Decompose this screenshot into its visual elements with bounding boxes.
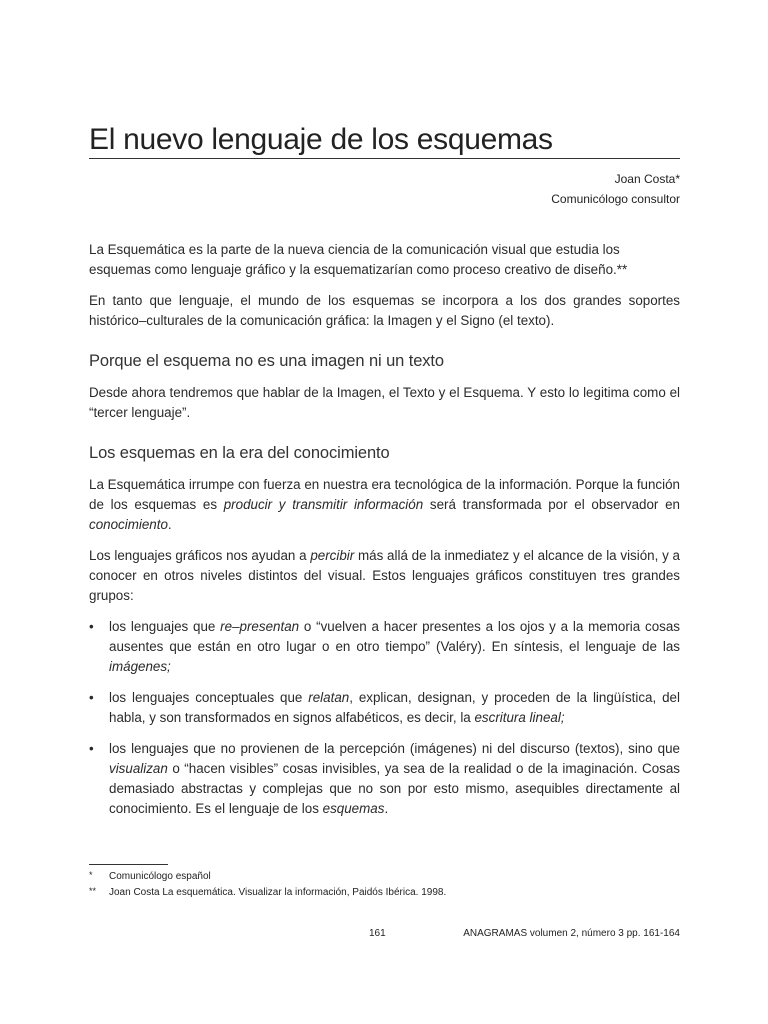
body-paragraph: Desde ahora tendremos que hablar de la Imagen, el Texto y el Esquema. Y esto lo legitima como el “tercer lenguaje”. [89,385,680,420]
body-paragraph: Los lenguajes gráficos nos ayudan a percibir más allá de la inmediatez y el alcance de la visión, y a conocer en otros niveles distintos del visual. Estos lenguajes gráficos constituyen tres grandes grupos: [89,548,680,603]
list-item: • los lenguajes que no provienen de la percepción (imágenes) ni del discurso (textos), sino que visualizan o “hacen visibles” cosas invisibles, ya sea de la realidad o de la imaginación. Cosas demasiado abstractas y complejas que no son por esto mismo, asequibles directamente al conocimiento. Es el lenguaje de los esquemas. [89,741,680,816]
list-item: • los lenguajes que re–presentan o “vuelven a hacer presentes a los ojos y a la memoria cosas ausentes que están en otro lugar o en otro tiempo” (Valéry). En síntesis, el lenguaje de las imágenes; [89,619,680,674]
footnote-text: Joan Costa La esquemática. Visualizar la información, Paidós Ibérica. 1998. [109,887,447,898]
footnote-mark: * [89,870,93,880]
page-footer [89,928,680,944]
footnotes [89,864,680,901]
intro-paragraph: La Esquemática es la parte de la nueva ciencia de la comunicación visual que estudia los esquemas como lenguaje gráfico y la esquematizarían como proceso creativo de diseño.** [89,242,628,277]
author-block [551,169,680,209]
page-number: 161 [369,928,386,939]
body-paragraph: La Esquemática irrumpe con fuerza en nuestra era tecnológica de la información. Porque la función de los esquemas es producir y transmitir información será transformada por el observador en conocimiento. [89,477,680,532]
section-heading: Porque el esquema no es una imagen ni un texto [89,352,444,370]
bullet-icon: • [89,619,94,634]
author-role: Comunicólogo consultor [551,192,680,206]
footnote-mark: ** [89,886,97,896]
section-heading: Los esquemas en la era del conocimiento [89,444,390,462]
language-groups-list [89,617,680,819]
body-paragraph: En tanto que lenguaje, el mundo de los esquemas se incorpora a los dos grandes soportes histórico–culturales de la comunicación gráfica: la Imagen y el Signo (el texto). [89,293,680,328]
footnote-text: Comunicólogo español [109,871,211,882]
author-name: Joan Costa* [614,172,680,186]
bullet-icon: • [89,741,94,756]
footnote-divider [89,864,168,865]
article-title: El nuevo lenguaje de los esquemas [89,122,680,159]
journal-citation: ANAGRAMAS volumen 2, número 3 pp. 161-164 [463,928,680,939]
list-item: • los lenguajes conceptuales que relatan, explican, designan, y proceden de la lingüística, del habla, y son transformados en signos alfabéticos, es decir, la escritura lineal; [89,690,680,725]
bullet-icon: • [89,690,94,705]
footnote [89,885,680,901]
footnote [89,869,680,885]
article-body [89,240,680,830]
